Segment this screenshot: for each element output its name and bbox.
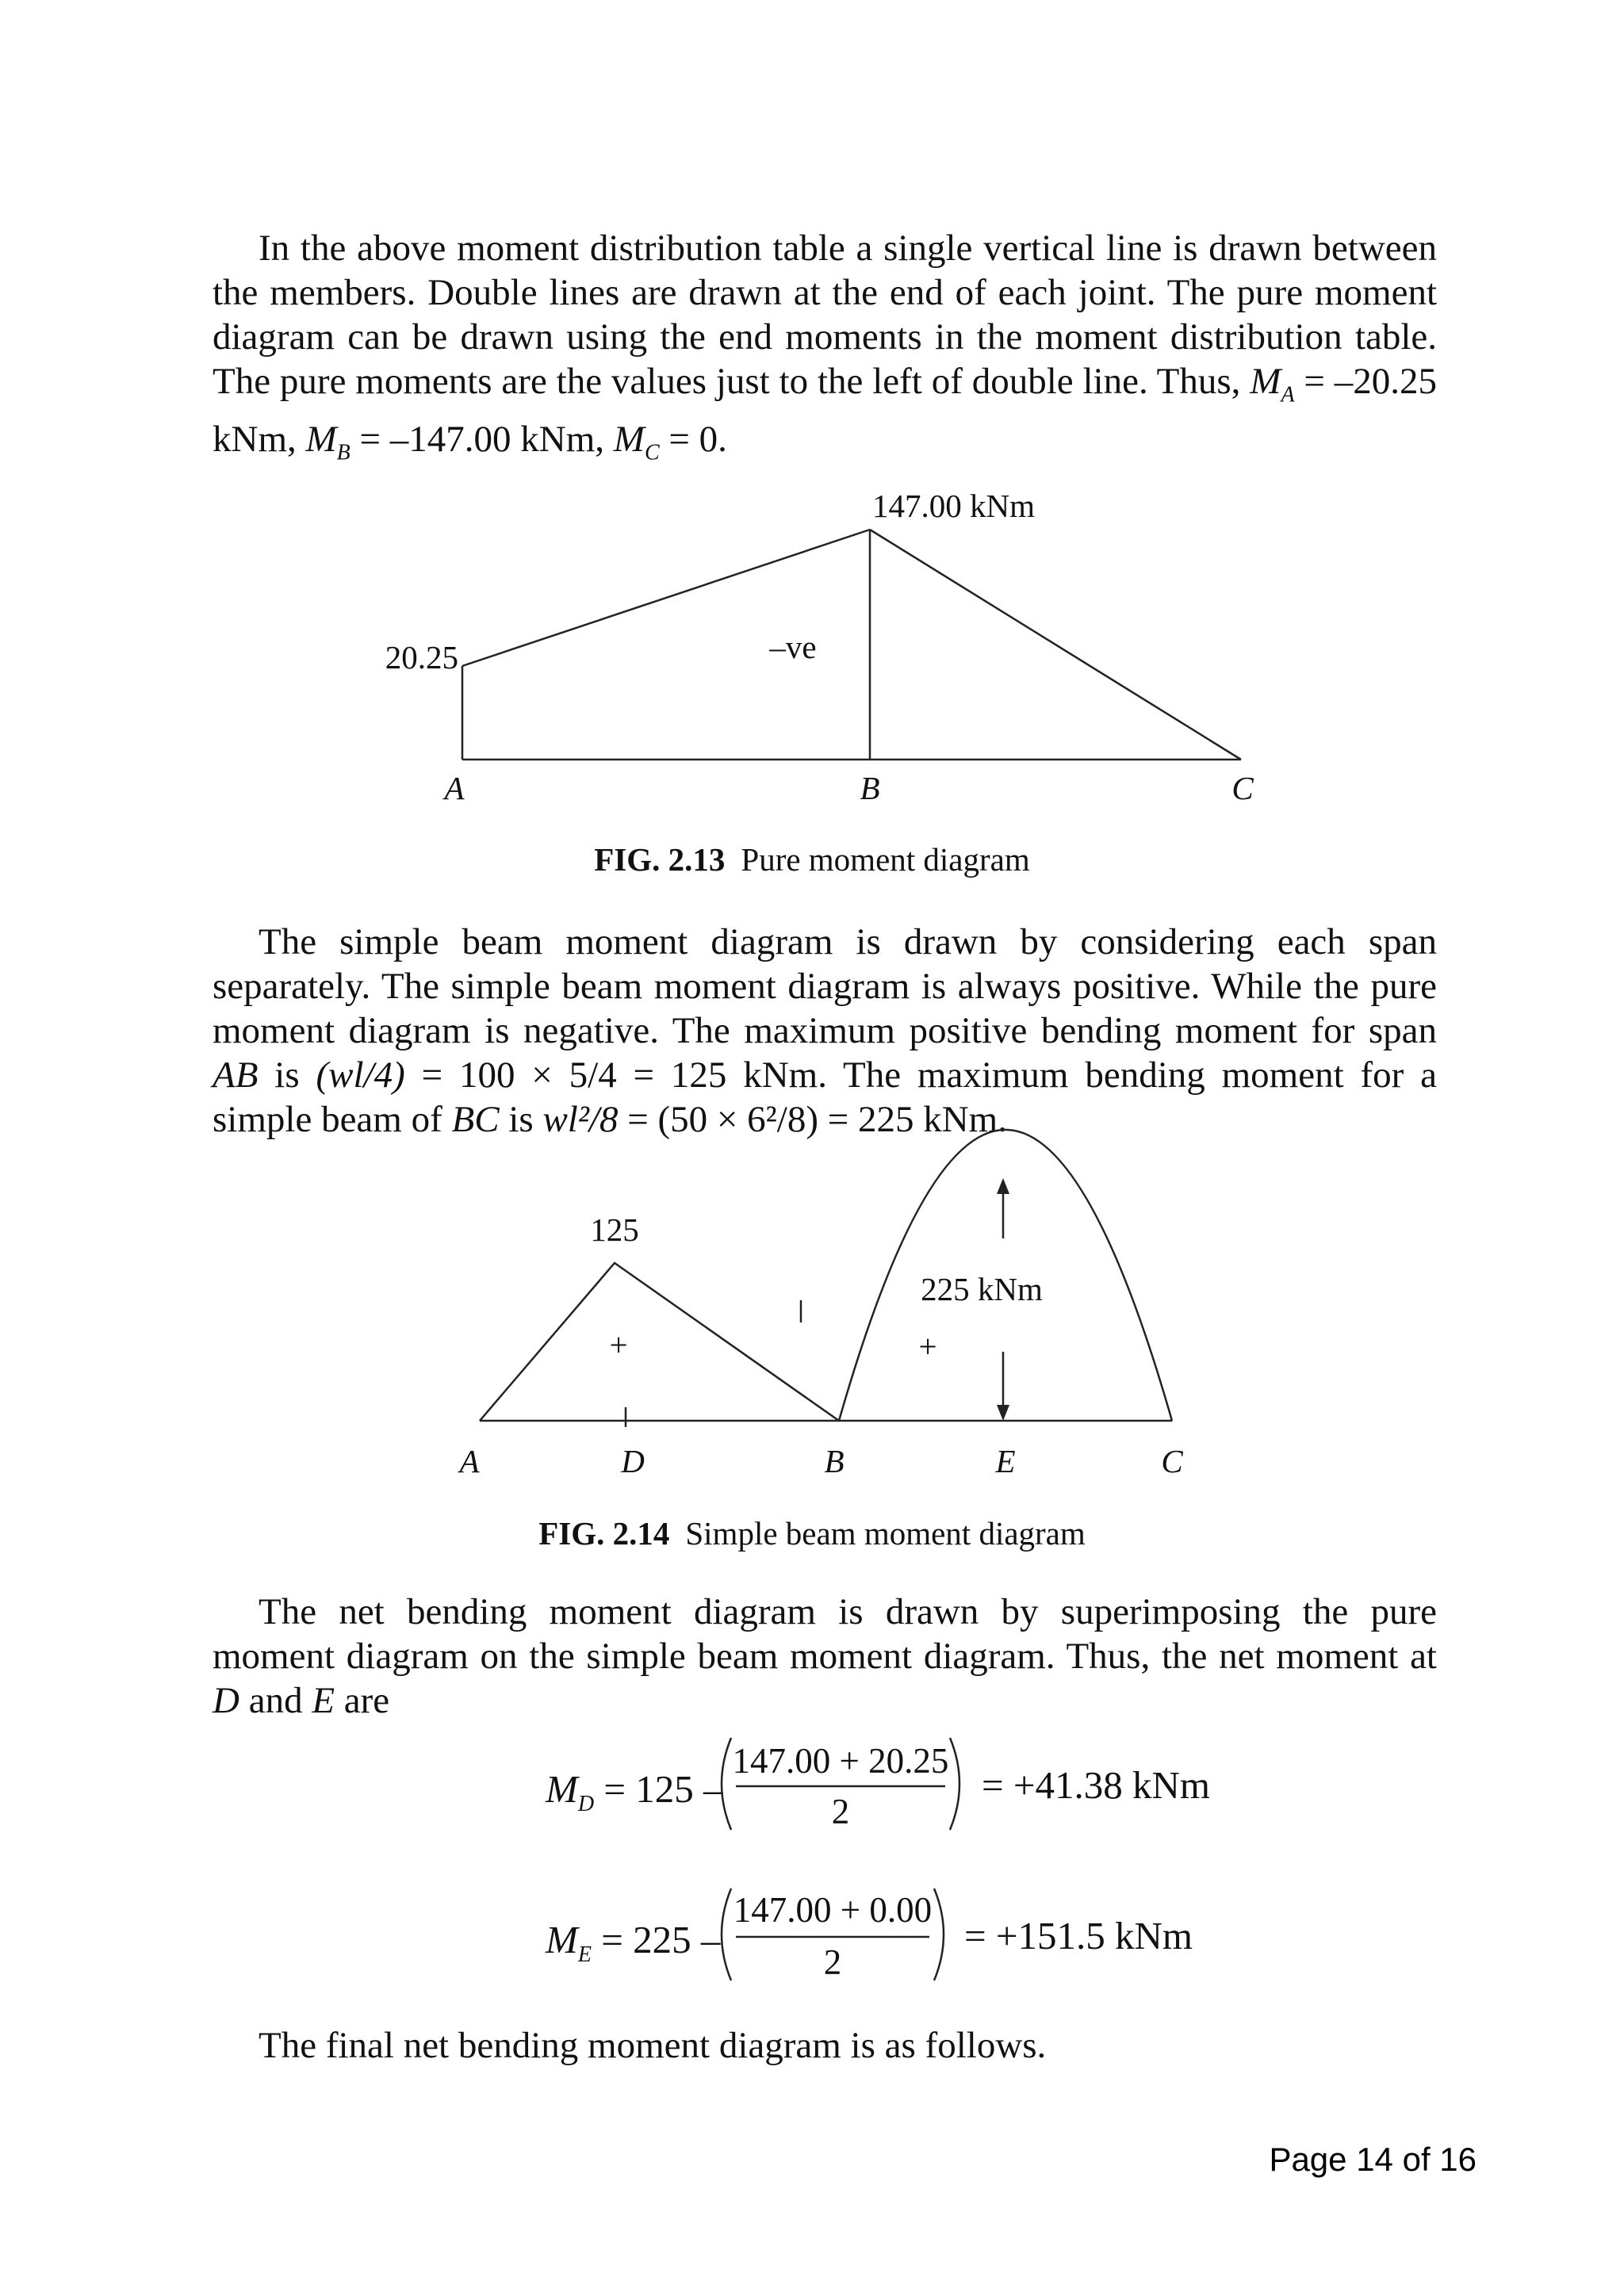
negative-sign-label: –ve xyxy=(769,629,817,665)
point-b-label: B xyxy=(860,770,880,806)
p3-d: D xyxy=(213,1680,239,1721)
equation-me-lhs: $M_E = 225$ – xyxy=(546,1918,721,1967)
mb-symbol: $M_B$ xyxy=(305,419,350,465)
point-e-label: E xyxy=(995,1443,1016,1479)
intro-text: In the above moment distribution table a single vertical line is drawn between the members. Double lines are drawn at the end of each joint. The pure moment diagram can be drawn using the end moments in the moment distribution table. The pure moments are the values just to the left of double line. Thus, xyxy=(213,228,1437,402)
net-moment-paragraph xyxy=(213,1590,1437,1723)
ma-symbol: $M_A$ xyxy=(1250,361,1295,408)
point-b2-label: B xyxy=(824,1443,845,1479)
peak-125-label: 125 xyxy=(590,1211,639,1248)
page-number: Page 14 of 16 xyxy=(1269,2141,1477,2178)
p2-text-4: is xyxy=(499,1099,543,1140)
point-c2-label: C xyxy=(1161,1443,1183,1479)
point-a-label: A xyxy=(444,770,465,806)
p2-text-2: is xyxy=(258,1054,316,1096)
me-numerator: 147.00 + 0.00 xyxy=(733,1890,933,1930)
intro-paragraph xyxy=(213,226,1437,476)
point-a2-label: A xyxy=(459,1443,480,1479)
mc-value: = 0. xyxy=(659,419,727,461)
arrow-up-head xyxy=(997,1178,1009,1194)
p3-and: and xyxy=(239,1680,312,1721)
slope-a-b xyxy=(462,530,870,666)
moment-top-label: 147.00 kNm xyxy=(872,488,1035,524)
point-d-label: D xyxy=(621,1443,645,1479)
p2-text-3: = 100 × 5/4 = 125 kNm. The maximum bending moment for a simple beam of xyxy=(213,1054,1437,1140)
p3-are: are xyxy=(335,1680,390,1721)
arrow-down-head xyxy=(997,1405,1009,1421)
p2-ab: AB xyxy=(213,1054,259,1096)
figure1-title: Pure moment diagram xyxy=(741,841,1030,878)
md-result: = +41.38 kNm xyxy=(982,1763,1211,1807)
figure2-number: FIG. 2.14 xyxy=(538,1515,670,1552)
ma-value: = –20.25 kNm, xyxy=(213,361,1437,461)
figure1-caption xyxy=(0,840,1624,878)
figure2-title: Simple beam moment diagram xyxy=(685,1515,1086,1552)
p2-bc: BC xyxy=(451,1099,500,1140)
triangle-a-d-b xyxy=(480,1263,839,1421)
mb-value: = –147.00 kNm, xyxy=(350,419,614,461)
p2-wl28: wl²/8 xyxy=(542,1099,619,1140)
figure2-caption xyxy=(0,1514,1624,1552)
figure1-number: FIG. 2.13 xyxy=(594,841,726,878)
p2-text-5: = (50 × 6²/8) = 225 kNm. xyxy=(618,1099,1007,1140)
md-denominator: 2 xyxy=(831,1792,850,1831)
p2-wl4: (wl/4) xyxy=(316,1054,405,1096)
p4-text: The final net bending moment diagram is as follows. xyxy=(259,2025,1047,2066)
parabola-b-c xyxy=(839,1130,1172,1421)
me-denominator: 2 xyxy=(823,1942,842,1982)
final-paragraph xyxy=(213,2023,1437,2068)
moment-left-label: 20.25 xyxy=(385,639,458,675)
simple-beam-paragraph xyxy=(213,920,1437,1142)
p3-text: The net bending moment diagram is drawn by superimposing the pure moment diagram on the simple beam moment diagram. Thus, the net moment at xyxy=(213,1591,1437,1677)
md-numerator: 147.00 + 20.25 xyxy=(732,1741,949,1781)
equation-md-lhs: $M_D = 125$ – xyxy=(546,1767,723,1816)
slope-b-c xyxy=(870,530,1241,760)
p2-text-1: The simple beam moment diagram is drawn by considering each span separately. The simple beam moment diagram is always positive. While the pure moment diagram is negative. The maximum positive bending moment for span xyxy=(213,921,1437,1051)
arc-225-label: 225 kNm xyxy=(921,1271,1043,1307)
mc-symbol: $M_C$ xyxy=(613,419,660,465)
plus-left: + xyxy=(609,1326,628,1363)
p3-e: E xyxy=(312,1680,335,1721)
me-result: = +151.5 kNm xyxy=(964,1914,1193,1957)
point-c-label: C xyxy=(1231,770,1254,806)
plus-right: + xyxy=(918,1328,937,1364)
